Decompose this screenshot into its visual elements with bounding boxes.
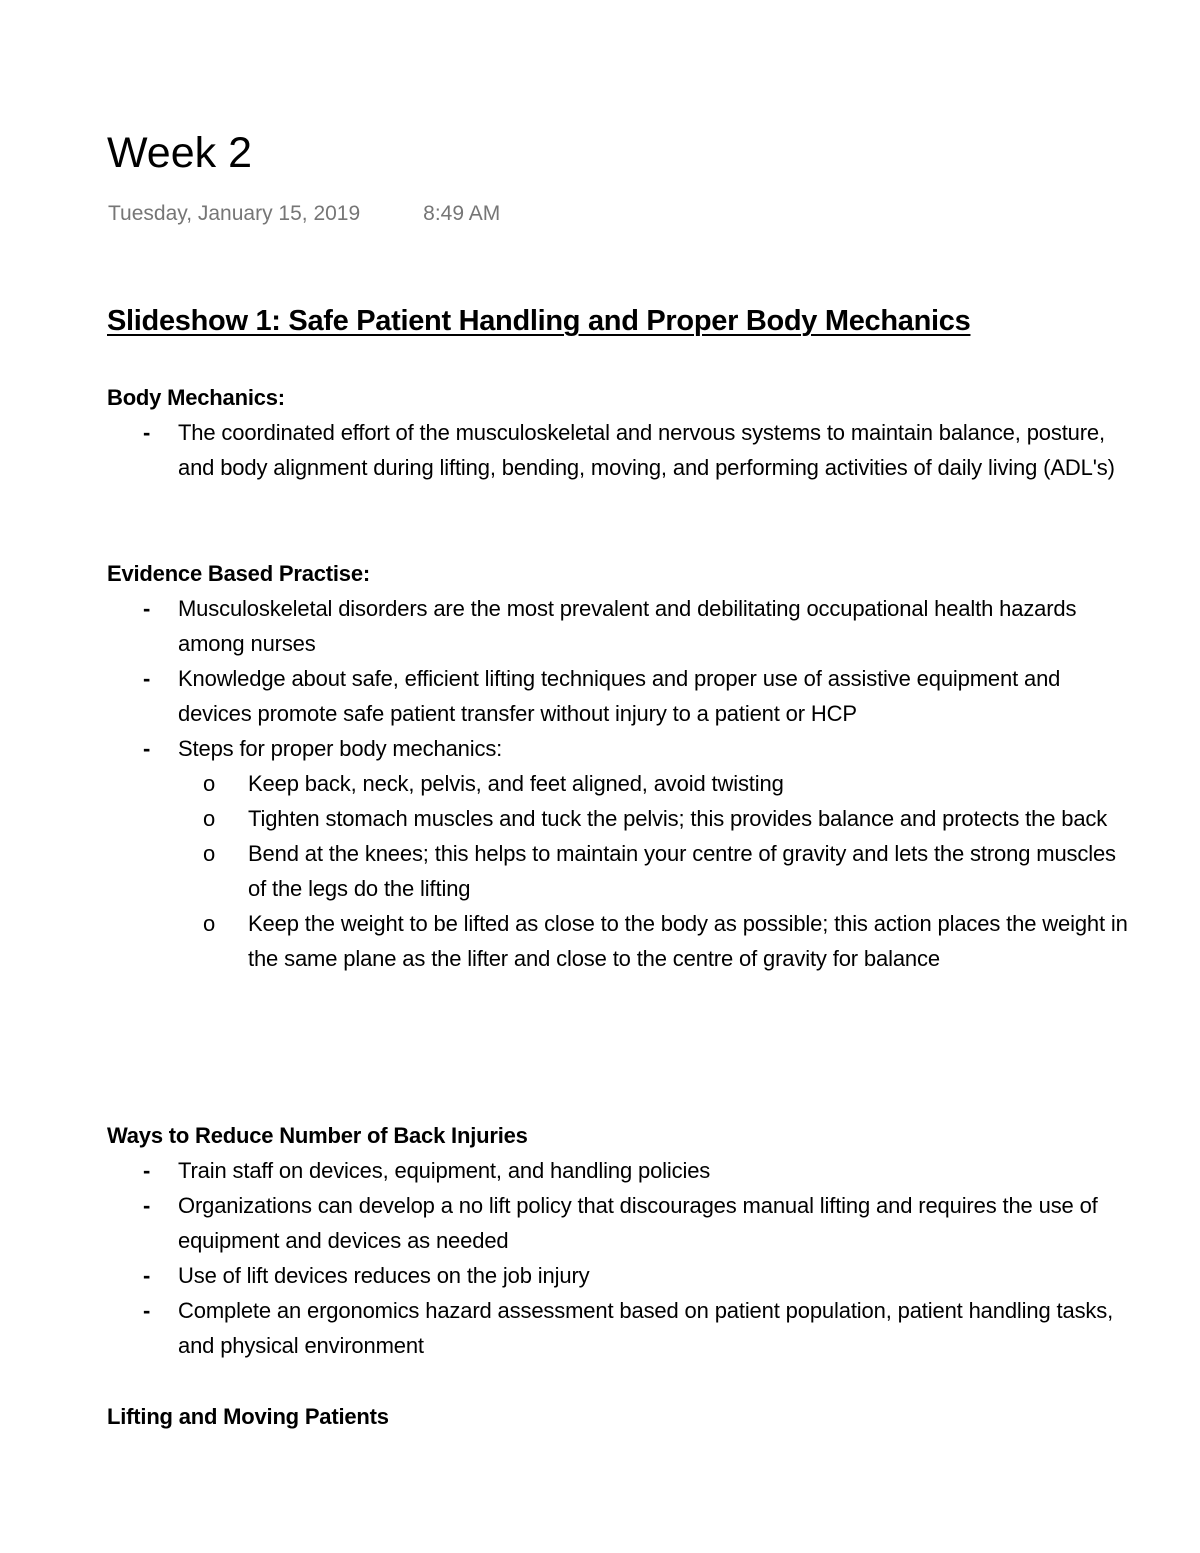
circle-bullet: o	[203, 841, 216, 866]
list-item-text: Use of lift devices reduces on the job injury	[178, 1263, 590, 1288]
list-item	[107, 591, 1137, 661]
section-title: Evidence Based Practise:	[107, 561, 371, 586]
dash-bullet: -	[143, 1193, 151, 1218]
circle-bullet: o	[203, 911, 216, 936]
dash-bullet: -	[143, 1158, 151, 1183]
list-item	[107, 1258, 1137, 1293]
sub-list-item-text: Bend at the knees; this helps to maintain your centre of gravity and lets the strong muscles of the legs do the lifting	[248, 841, 1116, 901]
list-item	[107, 415, 1137, 485]
section-title: Body Mechanics:	[107, 385, 285, 410]
section-body-mechanics	[107, 380, 1137, 485]
dash-bullet: -	[143, 1263, 151, 1288]
dash-bullet: -	[143, 420, 151, 445]
dash-bullet: -	[143, 1298, 151, 1323]
circle-bullet: o	[203, 771, 216, 796]
dash-bullet: -	[143, 736, 151, 761]
note-date: Tuesday, January 15, 2019	[108, 202, 361, 225]
list-item-text: Steps for proper body mechanics:	[178, 736, 503, 761]
section-title: Lifting and Moving Patients	[107, 1404, 389, 1429]
list-item-text: The coordinated effort of the musculoskeletal and nervous systems to maintain balance, posture, and body alignment during lifting, bending, moving, and performing activities of daily living (ADL's)	[178, 420, 1115, 480]
sub-list-item	[178, 801, 1137, 836]
page-title: Week 2	[107, 129, 252, 177]
list-item	[107, 731, 1137, 976]
list-item	[107, 1293, 1137, 1363]
list-item-text: Knowledge about safe, efficient lifting techniques and proper use of assistive equipment and devices promote safe patient transfer without injury to a patient or HCP	[178, 666, 1061, 726]
list-item-text: Organizations can develop a no lift policy that discourages manual lifting and requires the use of equipment and devices as needed	[178, 1193, 1098, 1253]
dash-bullet: -	[143, 666, 151, 691]
circle-bullet: o	[203, 806, 216, 831]
section-title: Ways to Reduce Number of Back Injuries	[107, 1123, 528, 1148]
sub-list-item	[178, 836, 1137, 906]
bullet-list	[107, 591, 1137, 976]
section-back-injuries	[107, 1118, 1137, 1363]
bullet-list	[107, 1153, 1137, 1363]
sub-bullet-list	[178, 766, 1137, 976]
list-item	[107, 1188, 1137, 1258]
note-time: 8:49 AM	[423, 202, 501, 225]
list-item	[107, 1153, 1137, 1188]
bullet-list	[107, 415, 1137, 485]
slideshow-heading: Slideshow 1: Safe Patient Handling and Proper Body Mechanics	[107, 305, 971, 337]
note-timestamp	[108, 202, 500, 226]
list-item-text: Complete an ergonomics hazard assessment based on patient population, patient handling tasks, and physical environment	[178, 1298, 1114, 1358]
list-item-text: Musculoskeletal disorders are the most prevalent and debilitating occupational health hazards among nurses	[178, 596, 1077, 656]
sub-list-item-text: Keep the weight to be lifted as close to the body as possible; this action places the weight in the same plane as the lifter and close to the centre of gravity for balance	[248, 911, 1128, 971]
sub-list-item-text: Tighten stomach muscles and tuck the pelvis; this provides balance and protects the back	[248, 806, 1108, 831]
list-item	[107, 661, 1137, 731]
sub-list-item	[178, 906, 1137, 976]
list-item-text: Train staff on devices, equipment, and handling policies	[178, 1158, 711, 1183]
section-lifting-moving	[107, 1399, 1137, 1434]
dash-bullet: -	[143, 596, 151, 621]
sub-list-item-text: Keep back, neck, pelvis, and feet aligned, avoid twisting	[248, 771, 784, 796]
sub-list-item	[178, 766, 1137, 801]
section-evidence-based-practise	[107, 556, 1137, 976]
